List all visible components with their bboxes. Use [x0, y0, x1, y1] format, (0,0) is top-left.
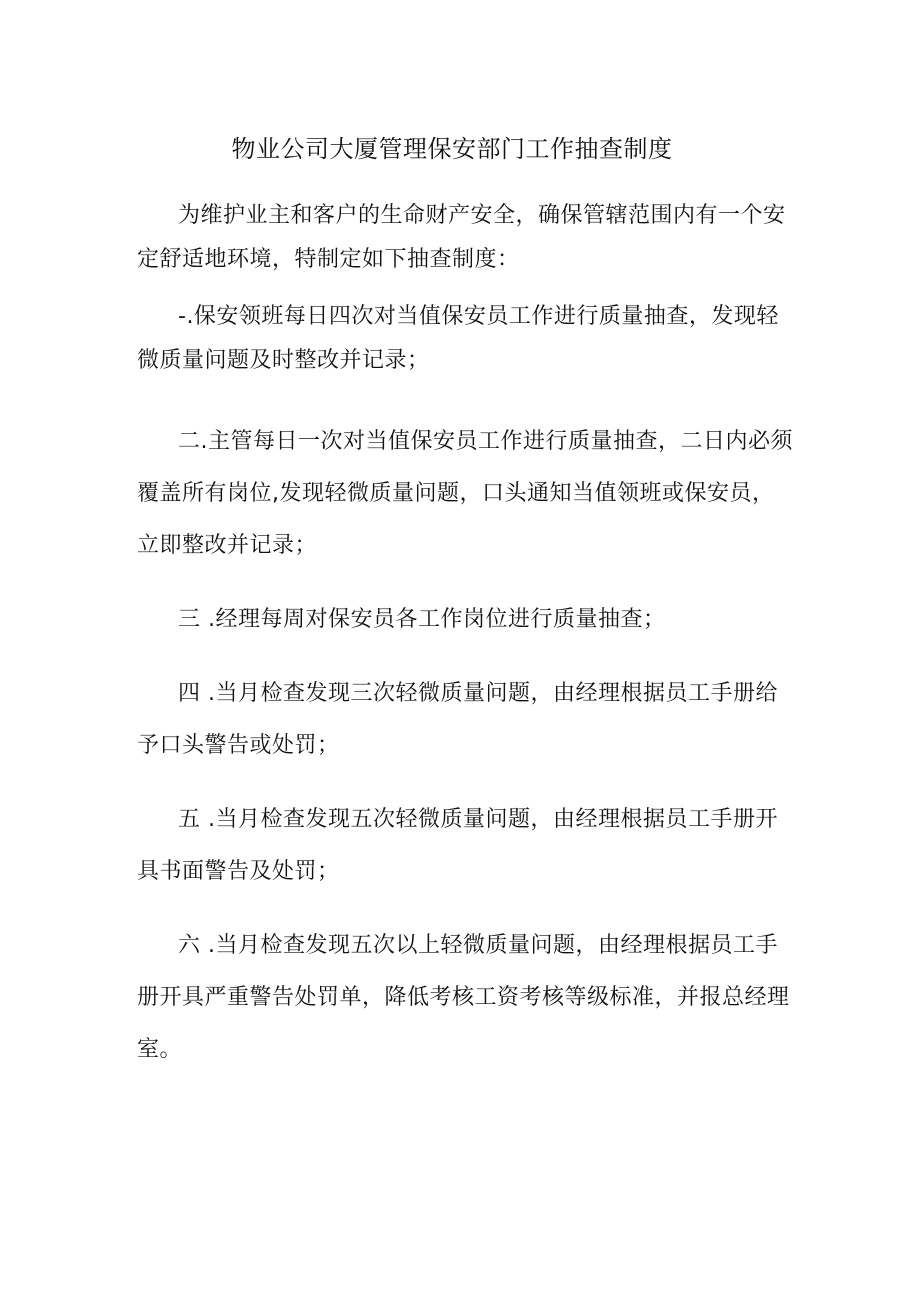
intro-line-1: 为维护业主和客户的生命财产安全，确保管辖范围内有一个安: [178, 203, 786, 228]
intro-paragraph: [137, 194, 786, 282]
rule-5-line-1: 五 .当月检查发现五次轻微质量问题，由经理根据员工手册开: [178, 807, 778, 832]
document-title: 物业公司大厦管理保安部门工作抽查制度: [231, 135, 673, 163]
rule-1-line-1: -.保安领班每日四次对当值保安员工作进行质量抽查，发现轻: [178, 304, 779, 329]
rule-4-paragraph: [137, 672, 777, 768]
rule-6-paragraph: [137, 924, 790, 1072]
rule-3-line-1: 三 .经理每周对保安员各工作岗位进行质量抽查；: [178, 607, 666, 632]
rule-6-line-2: 册开具严重警告处罚单，降低考核工资考核等级标准，并报总经理: [137, 985, 790, 1010]
intro-line-2: 定舒适地环境，特制定如下抽查制度：: [137, 247, 520, 272]
rule-5-line-2: 具书面警告及处罚；: [137, 859, 340, 884]
rule-6-line-1: 六 .当月检查发现五次以上轻微质量问题，由经理根据员工手: [178, 933, 778, 958]
rule-5-paragraph: [137, 798, 777, 894]
rule-4-line-1: 四 .当月检查发现三次轻微质量问题，由经理根据员工手册给: [178, 681, 778, 706]
rule-1-paragraph: [137, 295, 777, 383]
rule-4-line-2: 予口头警告或处罚；: [137, 733, 340, 758]
rule-2-line-1: 二.主管每日一次对当值保安员工作进行质量抽查，二日内必须: [178, 429, 793, 454]
rule-2-paragraph: [137, 420, 793, 568]
rule-2-line-3: 立即整改并记录；: [137, 533, 318, 558]
rule-3-paragraph: [137, 598, 777, 642]
rule-2-line-2: 覆盖所有岗位,发现轻微质量问题，口头通知当值领班或保安员，: [137, 481, 775, 506]
rule-6-line-3: 室。: [137, 1037, 183, 1062]
rule-1-line-2: 微质量问题及时整改并记录；: [137, 348, 430, 373]
